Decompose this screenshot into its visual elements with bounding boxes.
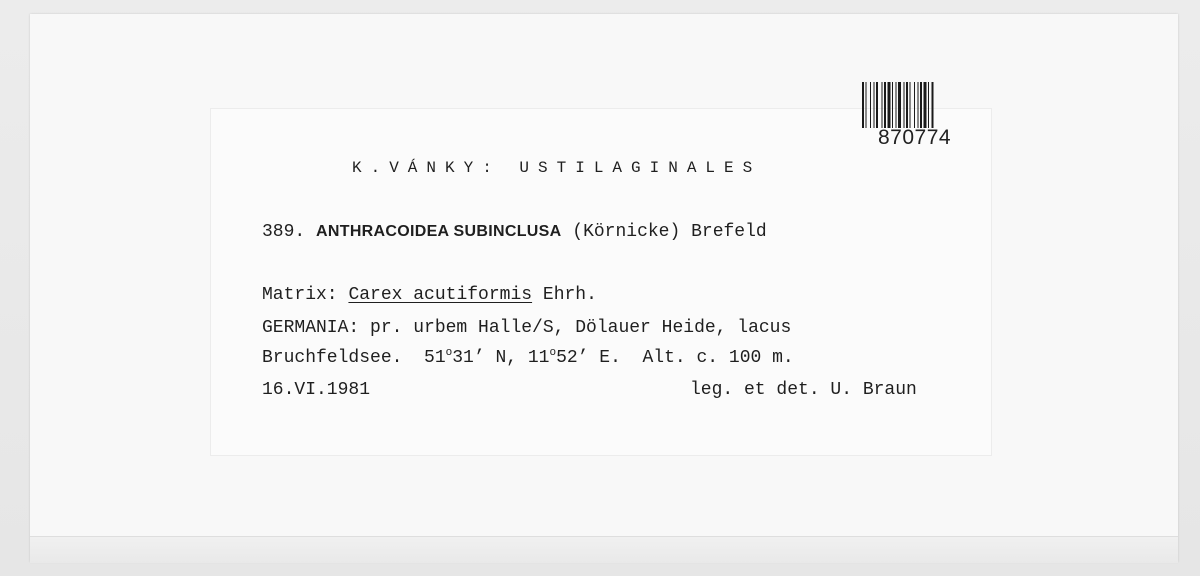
species-number: 389. (262, 222, 306, 242)
species-name: ANTHRACOIDEA SUBINCLUSA (316, 223, 562, 240)
host-name: Carex acutiformis (348, 285, 533, 305)
envelope-fold (30, 536, 1178, 563)
degree-symbol: o (549, 347, 557, 359)
locality-line-1: GERMANIA: pr. urbem Halle/S, Dölauer Heide, lacus (262, 318, 792, 338)
locality-place: Bruchfeldsee. 51 (262, 348, 446, 368)
series-title: K.VÁNKY: USTILAGINALES (352, 159, 762, 177)
barcode-number: 870774 (878, 126, 952, 149)
latitude-rest: 31’ N, 11 (452, 348, 550, 368)
matrix-prefix: Matrix: (262, 285, 338, 305)
collection-date: 16.VI.1981 (262, 380, 371, 400)
species-authority: (Körnicke) Brefeld (572, 222, 767, 242)
species-line (262, 222, 767, 242)
locality-line-2 (262, 348, 794, 368)
degree-symbol: o (445, 347, 453, 359)
host-authority: Ehrh. (542, 285, 597, 305)
matrix-line (262, 285, 597, 305)
collector: leg. et det. U. Braun (690, 380, 917, 400)
barcode-image (862, 82, 982, 128)
longitude-altitude: 52’ E. Alt. c. 100 m. (556, 348, 794, 368)
